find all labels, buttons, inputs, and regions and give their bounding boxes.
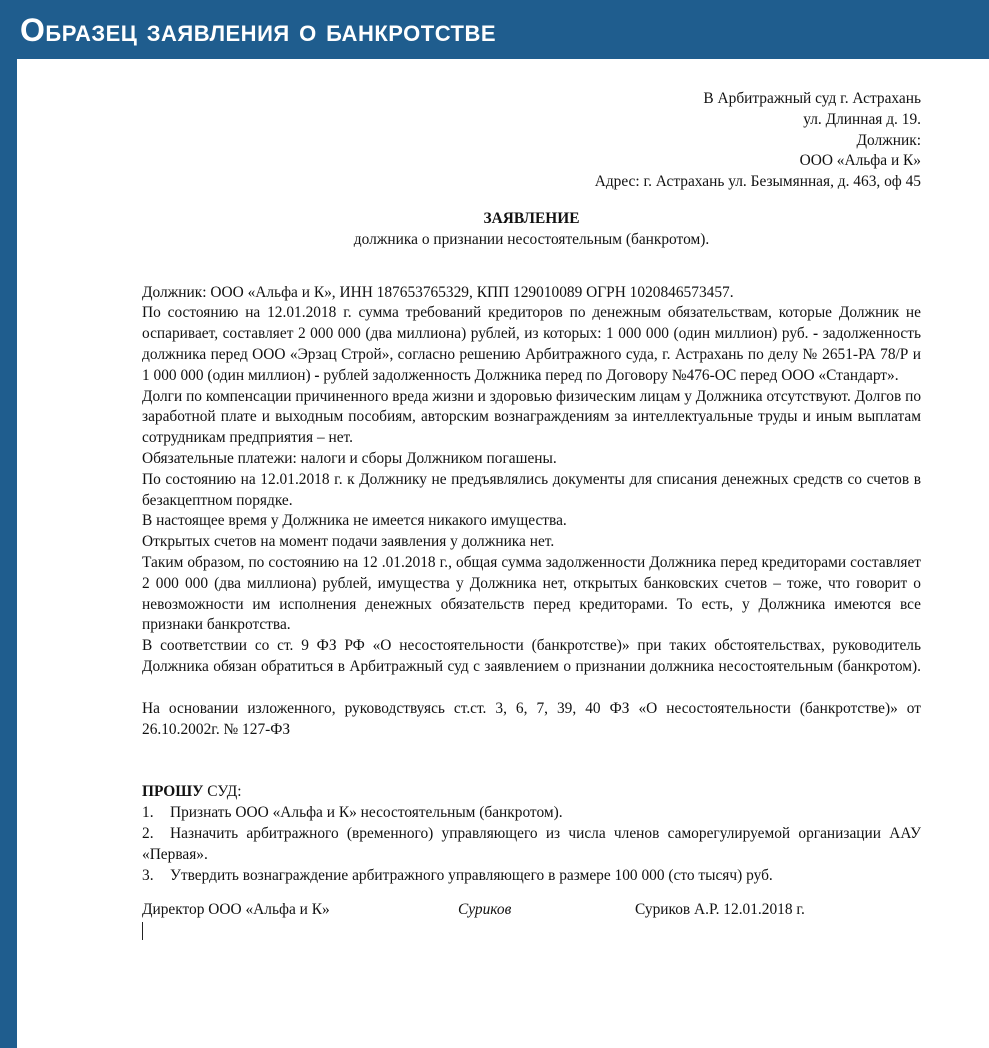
request-item-number: 3. <box>142 866 154 884</box>
request-heading <box>142 782 921 803</box>
request-heading-rest: СУД: <box>203 783 242 801</box>
signatory-position: Директор ООО «Альфа и К» <box>142 901 330 919</box>
paragraph-documents: По состоянию на 12.01.2018 г. к Должнику не предъявлялись документы для списания денежных средств со счетов в безакцептном порядке. <box>142 470 921 509</box>
paragraph-debts: Долги по компенсации причиненного вреда жизни и здоровью физическим лицам у Должника отсутствуют. Долгов по заработной плате и выходным пособиям, авторским вознаграждениям за интеллектуальные труды и иным выплатам сотрудникам предприятия – нет. <box>142 387 922 447</box>
text-cursor <box>142 922 143 940</box>
request-item-number: 2. <box>142 824 154 842</box>
request-item-text: Утвердить вознаграждение арбитражного управляющего в размере 100 000 (сто тысяч) руб. <box>170 866 773 884</box>
document-title: ЗАЯВЛЕНИЕ <box>483 209 580 227</box>
document-content <box>142 89 921 922</box>
debtor-details: Должник: ООО «Альфа и К», ИНН 187653765329, КПП 129010089 ОГРН 1020846573457. <box>142 283 734 301</box>
paragraph-law: В соответствии со ст. 9 ФЗ РФ «О несостоятельности (банкротстве)» при таких обстоятельствах, руководитель Должника обязан обратиться в Арбитражный суд с заявлением о признании должника несостоятельным (банкротом). <box>142 637 921 675</box>
addressee-debtor-label: Должник: <box>856 131 921 149</box>
signatory-name-date: Суриков А.Р. 12.01.2018 г. <box>635 901 805 919</box>
signature-row <box>142 900 921 922</box>
request-item-text: Назначить арбитражного (временного) управляющего из числа членов саморегулируемой организации ААУ «Первая». <box>142 824 921 863</box>
request-item <box>142 803 921 824</box>
claims-text-2: задолженность должника перед ООО «Эрзац Строй», согласно решению Арбитражного суда, г. Астрахань по делу № 2651-РА 78/Р и 1 000 000 (один миллион) <box>142 325 921 384</box>
paragraph-accounts: Открытых счетов на момент подачи заявления у должника нет. <box>142 533 555 551</box>
addressee-debtor-address: Адрес: г. Астрахань ул. Безымянная, д. 463, оф 45 <box>594 173 921 191</box>
addressee-court-address: ул. Длинная д. 19. <box>803 110 921 128</box>
claims-dash-1: - <box>813 325 819 343</box>
paragraph-grounds: На основании изложенного, руководствуясь ст.ст. 3, 6, 7, 39, 40 ФЗ «О несостоятельности (банкротстве)» от 26.10.2002г. № 127-ФЗ <box>142 699 921 738</box>
page-title-text: Образец заявления о банкротстве <box>20 12 497 48</box>
claims-text-1: По состоянию на 12.01.2018 г. сумма требований кредиторов по денежным обязательствам, которые Должник не оспаривает, составляет 2 000 000 (два миллиона) рублей, из которых: 1 000 000 (один миллион) руб. <box>142 304 921 343</box>
request-item <box>142 866 921 887</box>
addressee-court: В Арбитражный суд г. Астрахань <box>703 90 921 107</box>
request-heading-bold: ПРОШУ <box>142 783 204 801</box>
addressee-debtor-name: ООО «Альфа и К» <box>799 152 921 170</box>
claims-dash-2: - <box>314 366 320 384</box>
paragraph-claims <box>142 303 921 386</box>
handwritten-signature: Суриков <box>458 901 512 919</box>
page-title <box>20 8 496 52</box>
document-subtitle: должника о признании несостоятельным (банкротом). <box>353 230 710 248</box>
addressee-block <box>142 89 921 193</box>
paragraph-property: В настоящее время у Должника не имеется никакого имущества. <box>142 512 567 530</box>
request-item <box>142 824 921 866</box>
document-sheet <box>17 59 989 1048</box>
request-item-number: 1. <box>142 804 154 822</box>
claims-text-3: рублей задолженность Должника перед по Договору №476-ОС перед ООО «Стандарт». <box>319 366 899 384</box>
request-item-text: Признать ООО «Альфа и К» несостоятельным (банкротом). <box>170 804 563 822</box>
paragraph-conclusion: Таким образом, по состоянию на 12 .01.2018 г., общая сумма задолженности Должника перед кредиторами составляет 2 000 000 (два миллиона) рублей, имущества у Должника нет, открытых банковских счетов – тоже, что говорит о невозможности им исполнения денежных обязательств перед кредиторами. То есть, у Должника имеются все признаки банкротства. <box>142 553 921 634</box>
paragraph-taxes: Обязательные платежи: налоги и сборы Должником погашены. <box>142 449 557 467</box>
